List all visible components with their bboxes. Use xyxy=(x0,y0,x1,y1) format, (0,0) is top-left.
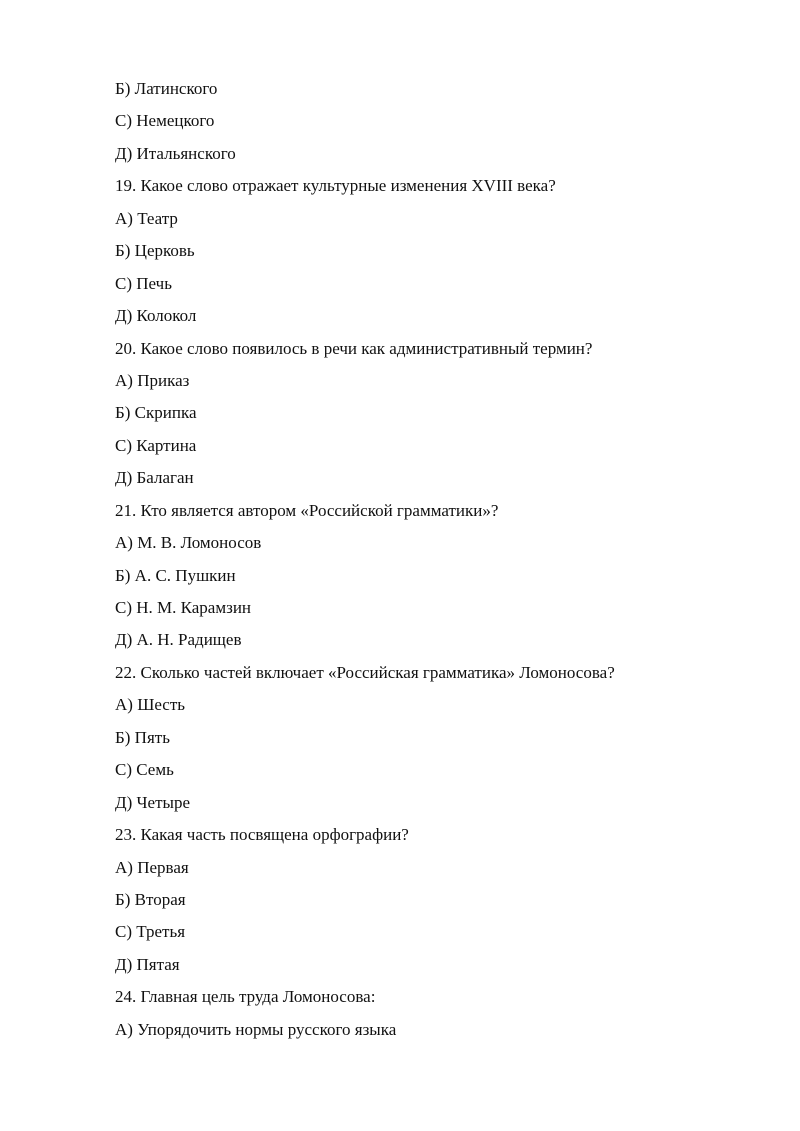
answer-option: Д) Балаган xyxy=(115,468,194,488)
answer-option: Д) Пятая xyxy=(115,954,180,974)
question-23: 23. Какая часть посвящена орфографии? xyxy=(115,825,409,845)
answer-option: С) Печь xyxy=(115,273,172,293)
question-24: 24. Главная цель труда Ломоносова: xyxy=(115,987,376,1007)
question-22: 22. Сколько частей включает «Российская грамматика» Ломоносова? xyxy=(115,662,615,682)
answer-option: А) Первая xyxy=(115,857,189,877)
answer-option: А) Упорядочить нормы русского языка xyxy=(115,1019,397,1039)
answer-option: С) Н. М. Карамзин xyxy=(115,598,252,617)
question-19: 19. Какое слово отражает культурные изменения XVIII века? xyxy=(115,176,556,196)
answer-option: Б) Скрипка xyxy=(115,403,197,423)
answer-option: А) Театр xyxy=(115,208,178,228)
answer-option: Б) Вторая xyxy=(115,889,186,909)
answer-option: С) Третья xyxy=(115,922,186,942)
question-21: 21. Кто является автором «Российской грамматики»? xyxy=(115,500,499,520)
answer-option: Б) Латинского xyxy=(115,79,218,98)
answer-option: Б) Пять xyxy=(115,727,170,747)
answer-option: С) Немецкого xyxy=(115,111,215,131)
question-20: 20. Какое слово появилось в речи как административный термин? xyxy=(115,338,593,358)
answer-option: Д) Четыре xyxy=(115,792,190,812)
answer-option: С) Семь xyxy=(115,760,174,780)
answer-option: Б) А. С. Пушкин xyxy=(115,565,236,585)
question-list xyxy=(115,73,755,1046)
answer-option: А) Приказ xyxy=(115,370,190,390)
answer-option: Д) А. Н. Радищев xyxy=(115,630,242,650)
answer-option: С) Картина xyxy=(115,435,197,455)
answer-option: А) Шесть xyxy=(115,695,186,715)
answer-option: Б) Церковь xyxy=(115,241,195,261)
answer-option: Д) Колокол xyxy=(115,306,197,326)
answer-option: А) М. В. Ломоносов xyxy=(115,533,262,553)
answer-option: Д) Итальянского xyxy=(115,143,236,163)
